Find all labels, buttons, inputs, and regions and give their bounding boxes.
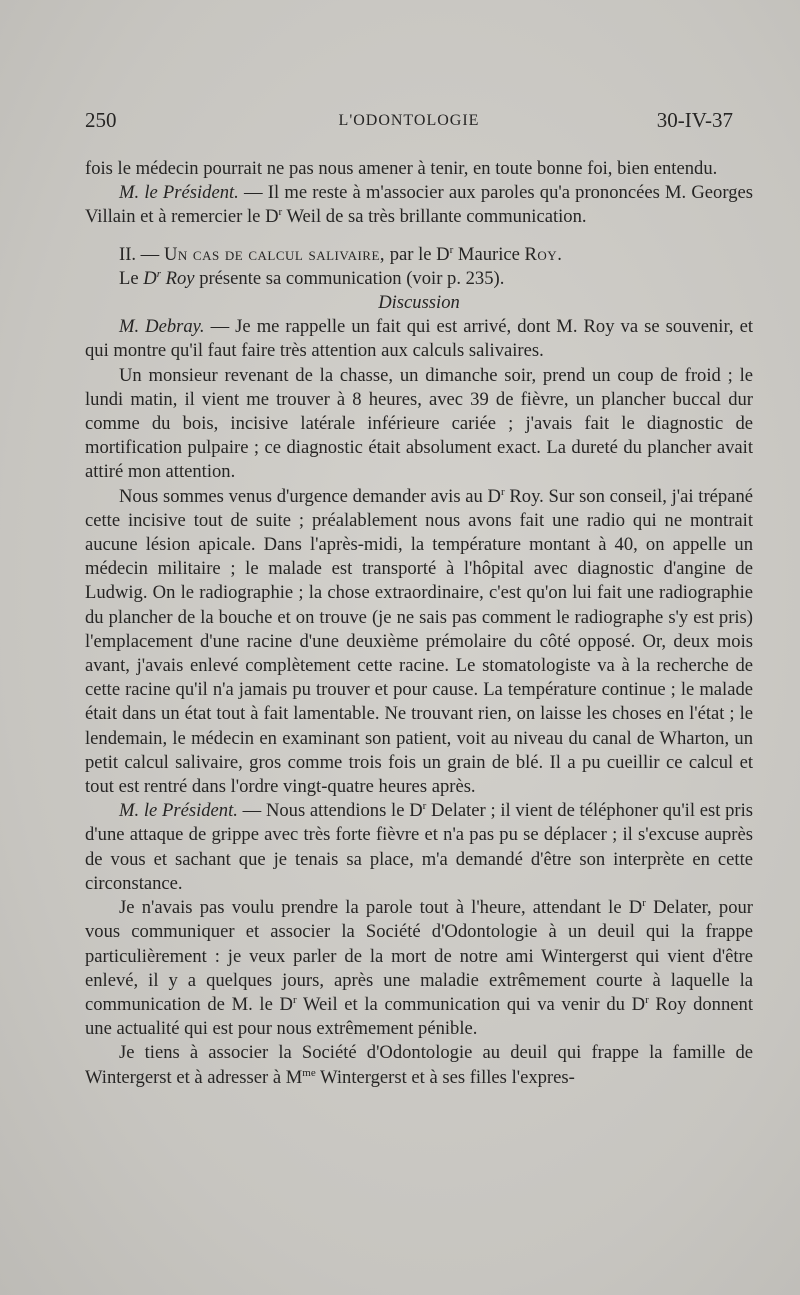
- paragraph: M. Debray. — Je me rappelle un fait qui est arrivé, dont M. Roy va se souvenir, et qui montre qu'il faut faire très attention aux calculs salivaires.: [85, 316, 753, 362]
- speaker: M. le Président.: [119, 800, 238, 822]
- paragraph: Je n'avais pas voulu prendre la parole tout à l'heure, attendant le $D^r$ Delater, pour vous communiquer et associer la Société d'Odontologie à un deuil qui la frappe particulièrement : je veux parler de la mort de notre ami Wintergerst qui vient d'être enlevé, il y a quelques jours, après une maladie extrêmement courte à laquelle la communication de M. le $D^r$ Weil et la communication qui va venir du $D^r$ Roy donnent une actualité qui est pour nous extrêmement pénible.: [85, 897, 753, 1040]
- speaker: M. Debray.: [119, 316, 205, 338]
- paragraph: M. le Président. — Il me reste à m'associer aux paroles qu'a prononcées M. Georges Villain et à remercier le $D^r$ Weil de sa très brillante communication.: [85, 182, 753, 228]
- running-header: [85, 108, 733, 138]
- journal-title: L'ODONTOLOGIE: [338, 112, 480, 129]
- paragraph: M. le Président. — Nous attendions le $D^r$ Delater ; il vient de téléphoner qu'il est pris d'une attaque de grippe avec très forte fièvre et n'a pas pu se déplacer ; il s'excuse auprès de vous et sachant que je tenais sa place, m'a demandé d'être son interprète en cette circonstance.: [85, 800, 753, 894]
- paragraph: Nous sommes venus d'urgence demander avis au $D^r$ Roy. Sur son conseil, j'ai trépané cette incisive tout de suite ; préalablement nous avons fait une radio qui ne montrait aucune lésion apicale. Dans l'après-midi, la température montant à 40, on appelle un médecin militaire ; le malade est transporté à l'hôpital avec diagnostic d'angine de Ludwig. On le radiographie ; la chose extraordinaire, c'est qu'on lui fait une radiographie du plancher de la bouche et on trouve (je ne sais pas comment le radiographe s'y est pris) l'emplacement d'une racine d'une deuxième prémolaire du côté opposé. Or, deux mois avant, j'avais enlevé complètement cette racine. Le stomatologiste va à la recherche de cette racine qu'il n'a jamais pu trouver et pour cause. La température continue ; le malade était dans un état tout à fait lamentable. Ne trouvant rien, on laisse les choses en l'état ; le lendemain, le médecin en examinant son patient, voit au niveau du canal de Wharton, un petit calcul salivaire, gros comme trois fois un grain de blé. Il a pu cueillir ce calcul et tout est rentré dans l'ordre vingt-quatre heures après.: [85, 485, 753, 798]
- speaker: M. le Président.: [119, 182, 239, 204]
- discussion-heading: Discussion: [378, 292, 460, 314]
- paragraph: fois le médecin pourrait ne pas nous amener à tenir, en toute bonne foi, bien entendu.: [85, 158, 718, 179]
- paragraph: Un monsieur revenant de la chasse, un dimanche soir, prend un coup de froid ; le lundi matin, il vient me trouver à 8 heures, avec 39 de fièvre, un plancher buccal dur comme du bois, incisive latérale inférieure cariée ; j'avais fait le diagnostic de mortification pulpaire ; ce diagnostic était absolument exact. La dureté du plancher avait attiré mon attention.: [85, 364, 753, 483]
- paragraph: Le $D^r$ Roy présente sa communication (voir p. 235).: [119, 267, 505, 289]
- section-heading: II. — Un cas de calcul salivaire, par le $D^r$ Maurice Roy.: [119, 243, 563, 265]
- page-body: [85, 157, 753, 1090]
- page-number: 250: [85, 108, 117, 132]
- paragraph: Je tiens à associer la Société d'Odontologie au deuil qui frappe la famille de Wintergerst et à adresser à $M^{me}$ Wintergerst et à ses filles l'expres-: [85, 1042, 753, 1088]
- issue-date: 30-IV-37: [656, 108, 733, 132]
